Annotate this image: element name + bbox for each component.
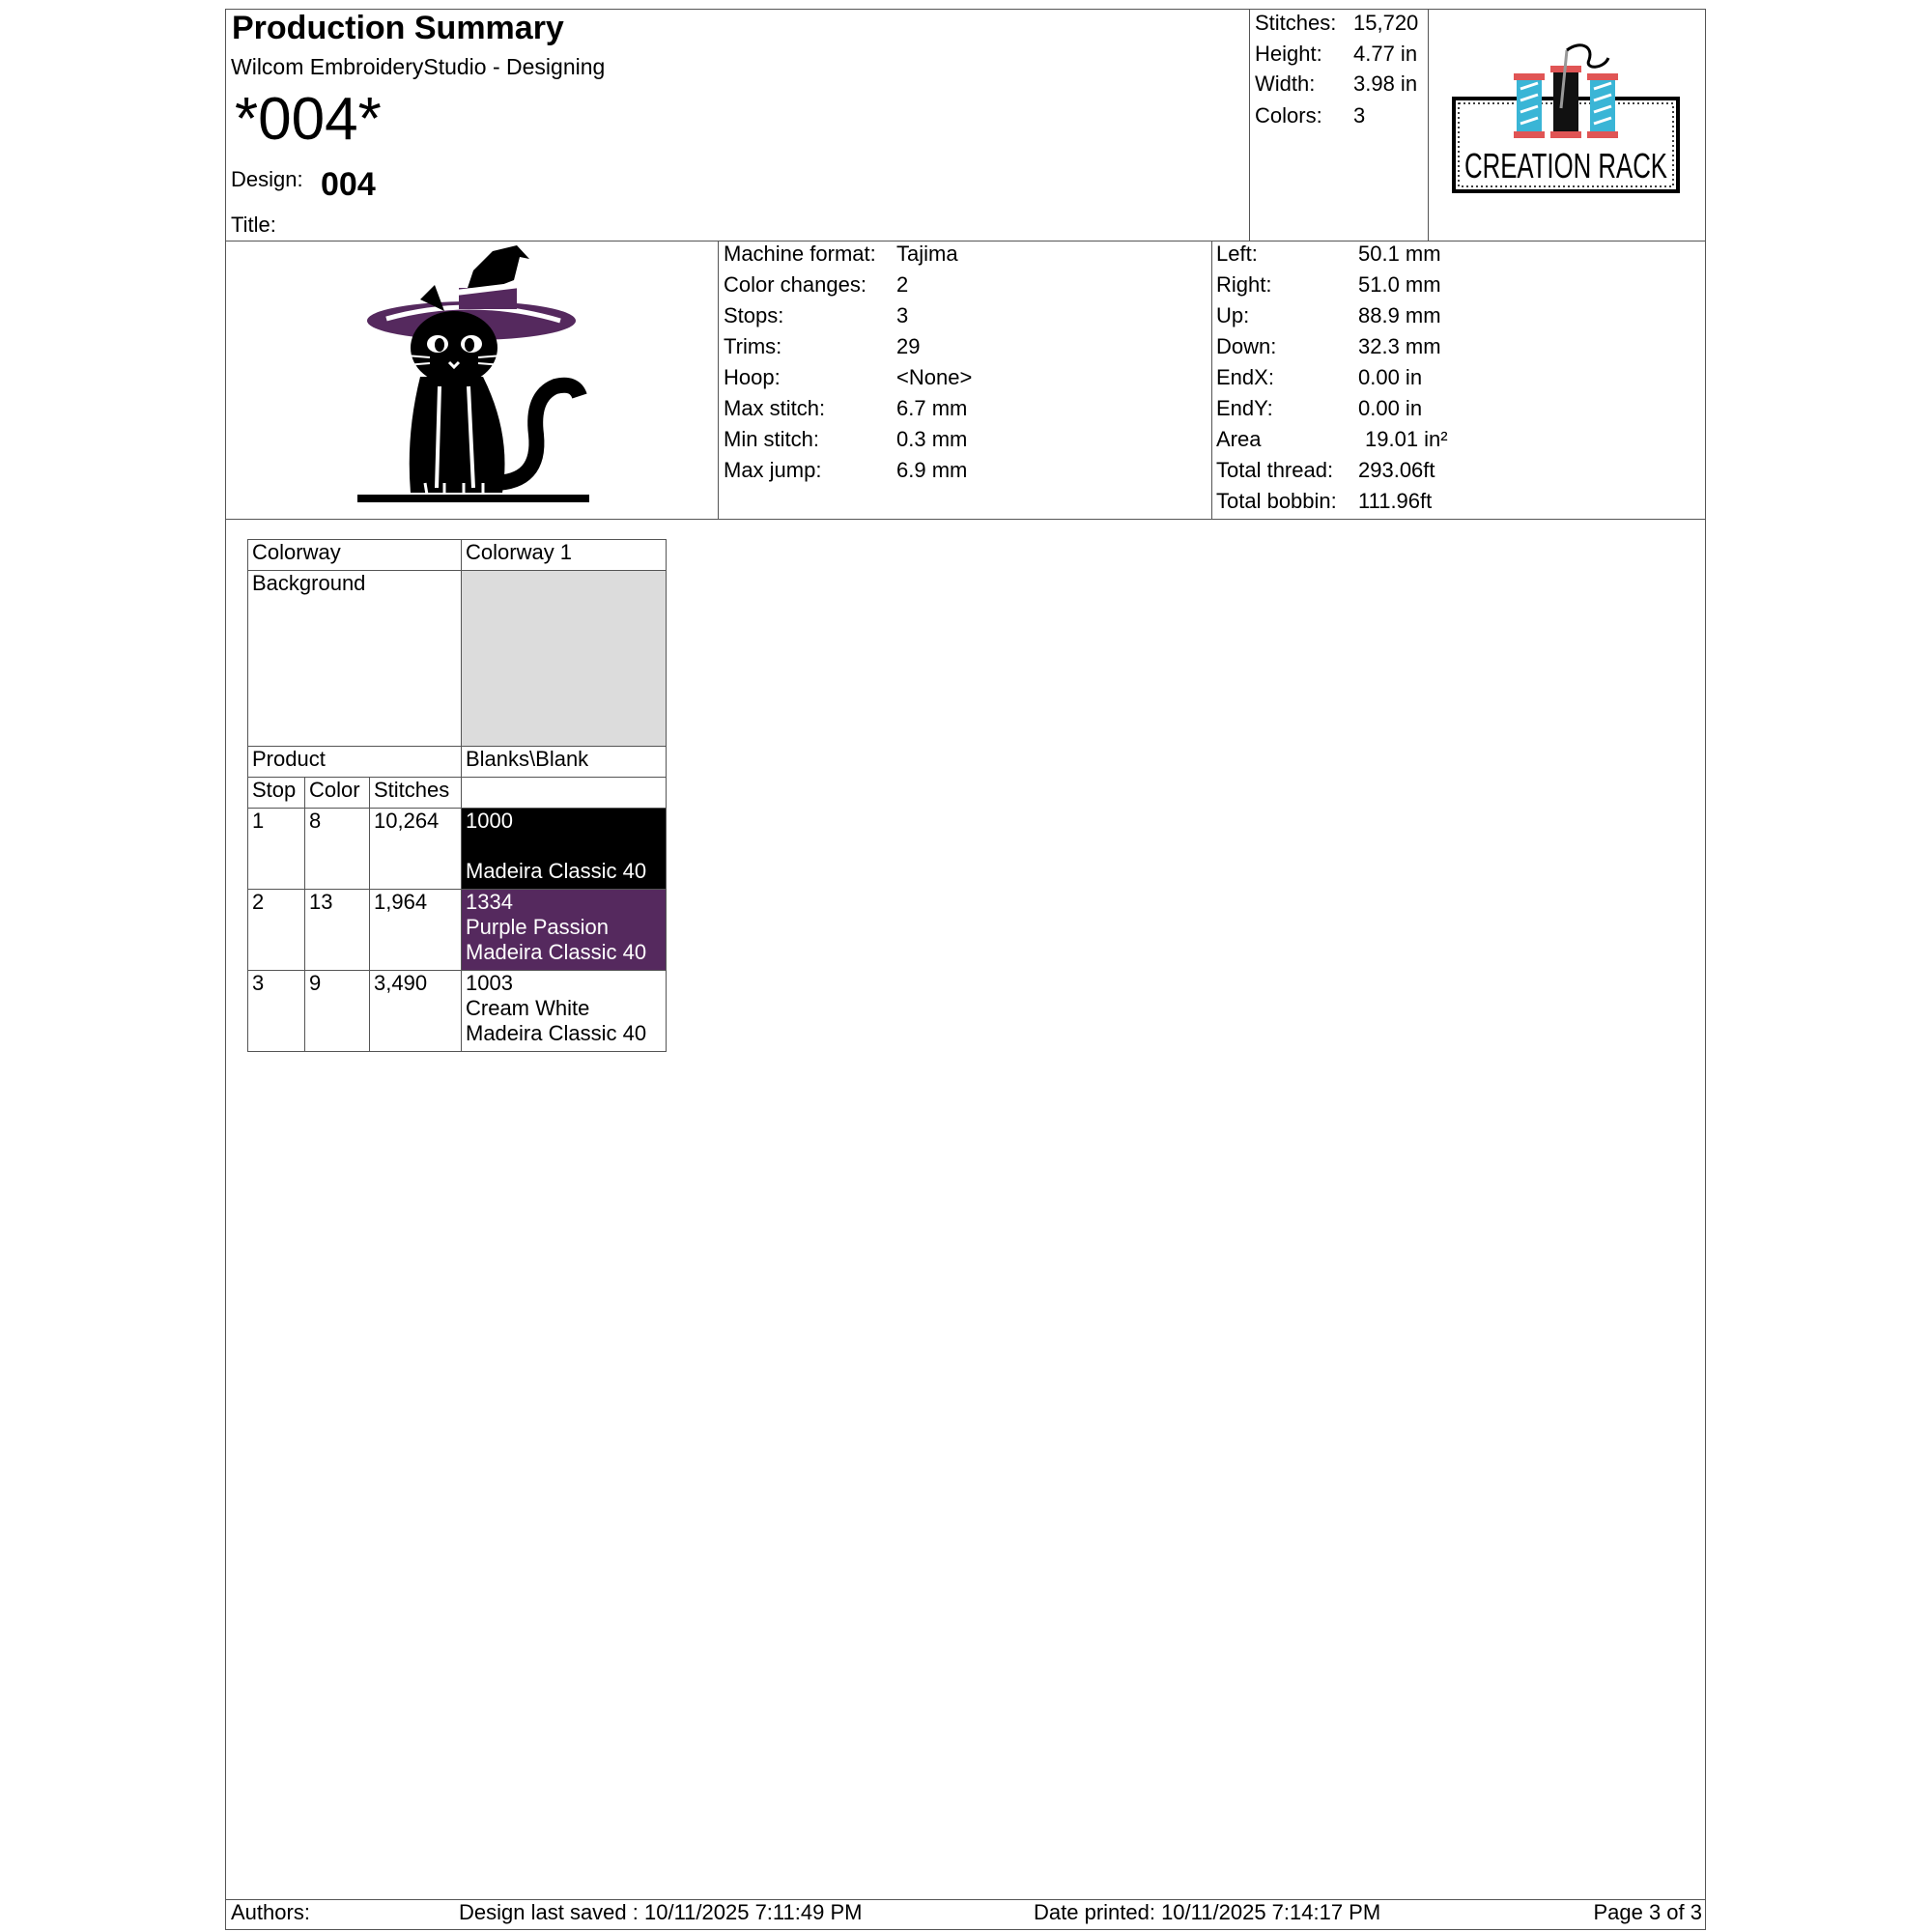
thread-brand: Madeira Classic 40: [466, 859, 647, 883]
total-bobbin-value: 111.96ft: [1358, 489, 1433, 513]
total-thread-label: Total thread:: [1216, 458, 1334, 482]
max-jump-value: 6.9 mm: [896, 458, 968, 482]
table-row: [248, 890, 667, 971]
product-label: Product: [248, 747, 462, 778]
thread-swatch: [462, 971, 667, 1052]
info-divider: [225, 519, 1706, 520]
color-cell: 8: [305, 809, 370, 890]
colors-value: 3: [1353, 103, 1366, 128]
max-jump-label: Max jump:: [724, 458, 822, 482]
color-cell: 9: [305, 971, 370, 1052]
left-label: Left:: [1216, 242, 1258, 266]
software-name: Wilcom EmbroideryStudio - Designing: [231, 54, 606, 79]
last-saved: Design last saved : 10/11/2025 7:11:49 PM: [459, 1900, 863, 1924]
col-stitches-header: Stitches: [370, 778, 462, 809]
barcode-text: *004*: [235, 86, 382, 153]
authors-label: Authors:: [231, 1900, 310, 1924]
stops-label: Stops:: [724, 303, 784, 327]
page-number: Page 3 of 3: [1593, 1900, 1702, 1924]
thread-brand: Madeira Classic 40: [466, 940, 647, 964]
right-value: 51.0 mm: [1358, 272, 1441, 297]
height-value: 4.77 in: [1353, 42, 1418, 66]
summary-left-divider: [1249, 9, 1250, 241]
col-stop-header: Stop: [248, 778, 305, 809]
background-swatch: [462, 571, 667, 747]
down-label: Down:: [1216, 334, 1277, 358]
stop-cell: 3: [248, 971, 305, 1052]
trims-label: Trims:: [724, 334, 782, 358]
max-stitch-label: Max stitch:: [724, 396, 826, 420]
footer-divider: [225, 1899, 1706, 1900]
col-thread-header: [462, 778, 667, 809]
stop-cell: 2: [248, 890, 305, 971]
colorway-label: Colorway: [248, 540, 462, 571]
title-label: Title:: [231, 213, 276, 237]
width-label: Width:: [1255, 71, 1316, 96]
stop-cell: 1: [248, 809, 305, 890]
thread-brand: Madeira Classic 40: [466, 1021, 647, 1045]
colorway-table: [247, 539, 667, 1052]
thread-code: 1334: [466, 890, 513, 914]
height-label: Height:: [1255, 42, 1322, 66]
thread-swatch: [462, 809, 667, 890]
design-value: 004: [321, 166, 376, 203]
color-changes-value: 2: [896, 272, 909, 297]
area-value: 19.01 in²: [1365, 427, 1448, 451]
trims-value: 29: [896, 334, 921, 358]
logo-left-divider: [1428, 9, 1429, 241]
right-label: Right:: [1216, 272, 1272, 297]
thread-name: Cream White: [466, 996, 590, 1020]
machine-format-value: Tajima: [896, 242, 958, 266]
hoop-value: <None>: [896, 365, 973, 389]
endy-label: EndY:: [1216, 396, 1273, 420]
stitches-label: Stitches:: [1255, 11, 1337, 35]
logo-text: CREATION RACK: [1464, 146, 1667, 185]
stops-value: 3: [896, 303, 909, 327]
background-label: Background: [248, 571, 462, 747]
down-value: 32.3 mm: [1358, 334, 1441, 358]
endx-value: 0.00 in: [1358, 365, 1423, 389]
color-cell: 13: [305, 890, 370, 971]
thread-name: [466, 834, 662, 859]
thread-code: 1003: [466, 971, 513, 995]
product-value: Blanks\Blank: [462, 747, 667, 778]
machine-format-label: Machine format:: [724, 242, 876, 266]
endx-label: EndX:: [1216, 365, 1274, 389]
table-row: [248, 809, 667, 890]
color-changes-label: Color changes:: [724, 272, 867, 297]
colors-label: Colors:: [1255, 103, 1322, 128]
hoop-label: Hoop:: [724, 365, 781, 389]
design-label: Design:: [231, 167, 303, 191]
stitches-cell: 1,964: [370, 890, 462, 971]
min-stitch-label: Min stitch:: [724, 427, 820, 451]
min-stitch-value: 0.3 mm: [896, 427, 968, 451]
up-label: Up:: [1216, 303, 1250, 327]
date-printed: Date printed: 10/11/2025 7:14:17 PM: [1034, 1900, 1381, 1924]
max-stitch-value: 6.7 mm: [896, 396, 968, 420]
up-value: 88.9 mm: [1358, 303, 1441, 327]
thread-code: 1000: [466, 809, 513, 833]
table-row: [248, 971, 667, 1052]
colorway-value: Colorway 1: [462, 540, 667, 571]
col-color-header: Color: [305, 778, 370, 809]
left-value: 50.1 mm: [1358, 242, 1441, 266]
extents-left-divider: [1211, 241, 1212, 519]
width-value: 3.98 in: [1353, 71, 1418, 96]
thread-name: Purple Passion: [466, 915, 609, 939]
design-preview-image: [348, 242, 599, 517]
endy-value: 0.00 in: [1358, 396, 1423, 420]
stitches-value: 15,720: [1353, 11, 1419, 35]
creation-rack-logo: [1449, 41, 1681, 205]
stitches-cell: 10,264: [370, 809, 462, 890]
total-thread-value: 293.06ft: [1358, 458, 1435, 482]
thread-swatch: [462, 890, 667, 971]
stitches-cell: 3,490: [370, 971, 462, 1052]
area-label: Area: [1216, 427, 1262, 451]
total-bobbin-label: Total bobbin:: [1216, 489, 1337, 513]
page-title: Production Summary: [232, 10, 564, 46]
machine-left-divider: [718, 241, 719, 519]
